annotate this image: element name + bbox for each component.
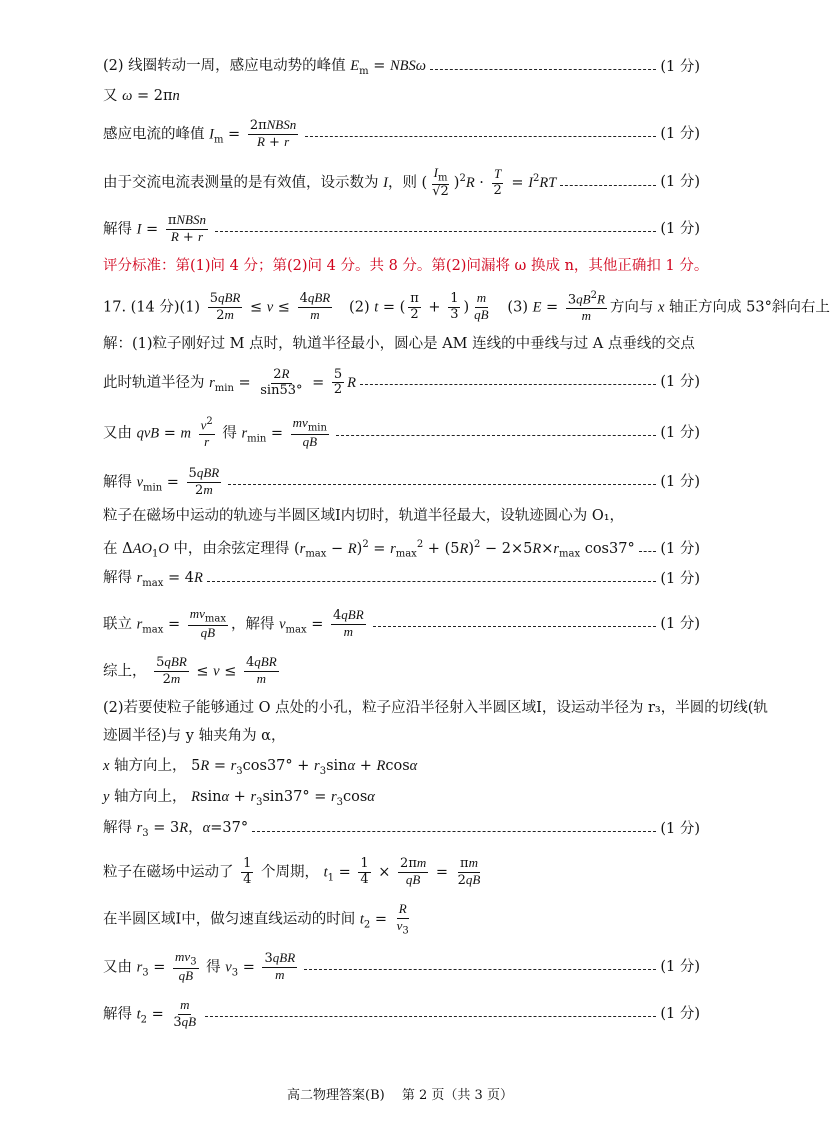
line-3: 由于交流电流表测量的是有效值，设示数为 I，则 ( $\frac{I_m}{√2}$ )$^2$R · $\frac{T}{2}$ = $I^2RT$ (1 分)	[103, 165, 700, 200]
line-11: 粒子在磁场中运动的轨迹与半圆区域Ⅰ内切时，轨道半径最大，设轨迹圆心为 O₁，	[103, 508, 625, 524]
line-1: 又 ω = 2πn	[103, 88, 180, 104]
line-4: 解得 I = $\frac{\text{πNBSn}}{R + r}$ (1 分)	[103, 212, 700, 245]
leader-dashes	[304, 969, 656, 970]
line-17: 迹圆半径)与 y 轴夹角为 α，	[103, 728, 286, 744]
line-22: 在半圆区域Ⅰ中，做匀速直线运动的时间 $t_2$ = $\frac{R}{v_3}$	[103, 901, 409, 937]
score: (1 分)	[660, 821, 700, 838]
leader-dashes	[430, 69, 656, 70]
line-24: 解得 $t_2$ = $\frac{m}{3qB}$ (1 分)	[103, 997, 700, 1030]
leader-dashes	[205, 1016, 656, 1017]
line-2: 感应电流的峰值 $I_m$ = $\frac{\text{2πNBSn}}{R + r}$ (1 分)	[103, 117, 700, 150]
leader-dashes	[207, 581, 657, 582]
score: (1 分)	[660, 220, 700, 237]
leader-dashes	[336, 435, 656, 436]
line-10: 解得 $v_{min}$ = $\frac{\text{5qBR}}{2m}$ (1 分)	[103, 465, 700, 498]
line-12: 在 $\Delta AO_1O$ 中，由余弦定理得 $(r_{max} - R)^2 = r_{max}^2 + (5R)^2 - 2\times 5R\times r_{max}$ cos37° (1 分)	[103, 539, 700, 560]
line-9: 又由 qvB = m $\frac{v^2}{r}$ 得 $r_{min}$ = $\frac{mv_{min}}{qB}$ (1 分)	[103, 415, 700, 450]
line-14: 联立 $r_{max}$ = $\frac{mv_{max}}{qB}$ ，解得 $v_{max}$ = $\frac{\text{4qBR}}{m}$ (1 分)	[103, 606, 700, 641]
score: (1 分)	[660, 174, 700, 191]
line-23: 又由 $r_3$ = $\frac{mv_3}{qB}$ 得 $v_3$ = $\frac{\text{3qBR}}{m}$ (1 分)	[103, 949, 700, 984]
scoring-criteria: 评分标准：第(1)问 4 分；第(2)问 4 分。共 8 分。第(2)问漏将 ω 换成 n，其他正确扣 1 分。	[103, 258, 709, 274]
page-footer: 高二物理答案(B) 第 2 页（共 3 页）	[287, 1088, 513, 1103]
score: (1 分)	[660, 424, 700, 441]
score: (1 分)	[660, 958, 700, 975]
line-0: (2) 线圈转动一周，感应电动势的峰值 $E_m = NBS\omega$ (1 分)	[103, 58, 700, 77]
leader-dashes	[360, 384, 656, 385]
score: (1 分)	[660, 541, 700, 558]
line-19: y 轴方向上， $Rsin\alpha + r_3\sin 37^\circ = r_3\cos\alpha$	[103, 789, 375, 808]
score: (1 分)	[660, 615, 700, 632]
score: (1 分)	[660, 473, 700, 490]
line-21: 粒子在磁场中运动了 $\frac{1}{4}$ 个周期， $t_1$ = $\frac{1}{4}$ × $\frac{2\pi m}{qB}$ = $\frac{\pi m}{2qB}$	[103, 855, 481, 888]
score: (1 分)	[660, 59, 700, 76]
line-16: (2)若要使粒子能够通过 O 点处的小孔，粒子应沿半径射入半圆区域Ⅰ，设运动半径为 r₃，半圆的切线(轨	[103, 700, 768, 716]
line-13: 解得 $r_{max} = 4R$ (1 分)	[103, 570, 700, 589]
leader-dashes	[215, 231, 656, 232]
leader-dashes	[639, 551, 657, 552]
score: (1 分)	[660, 571, 700, 588]
leader-dashes	[373, 626, 657, 627]
leader-dashes	[228, 484, 656, 485]
score: (1 分)	[660, 374, 700, 391]
score: (1 分)	[660, 1005, 700, 1022]
leader-dashes	[560, 185, 656, 186]
line-6: 17. (14 分)(1) $\frac{\text{5qBR}}{2m}$ ≤ v ≤ $\frac{\text{4qBR}}{m}$ (2) t = ( $\frac{\pi}{2}$ + $\frac{1}{3}$ ) $\frac{m}{qB}$ (3) E = $\frac{3qB^2R}{m}$ 方向与 x 轴正方向成 53°斜向右上	[103, 290, 830, 324]
leader-dashes	[252, 831, 656, 832]
line-7: 解：(1)粒子刚好过 M 点时，轨道半径最小，圆心是 AM 连线的中垂线与过 A 点垂线的交点	[103, 336, 695, 352]
line-15: 综上， $\frac{\text{5qBR}}{2m}$ ≤ v ≤ $\frac{\text{4qBR}}{m}$	[103, 654, 277, 687]
score: (1 分)	[660, 125, 700, 142]
line-8: 此时轨道半径为 $r_{min}$ = $\frac{2R}{\sin 53^\circ}$ = $\frac{5}{2}$ R (1 分)	[103, 366, 700, 398]
line-18: x 轴方向上， $5R = r_3\cos 37^\circ + r_3\sin\alpha + Rcos\alpha$	[103, 758, 418, 777]
line-20: 解得 $r_3 = 3R$，α=37° (1 分)	[103, 820, 700, 839]
leader-dashes	[305, 136, 656, 137]
